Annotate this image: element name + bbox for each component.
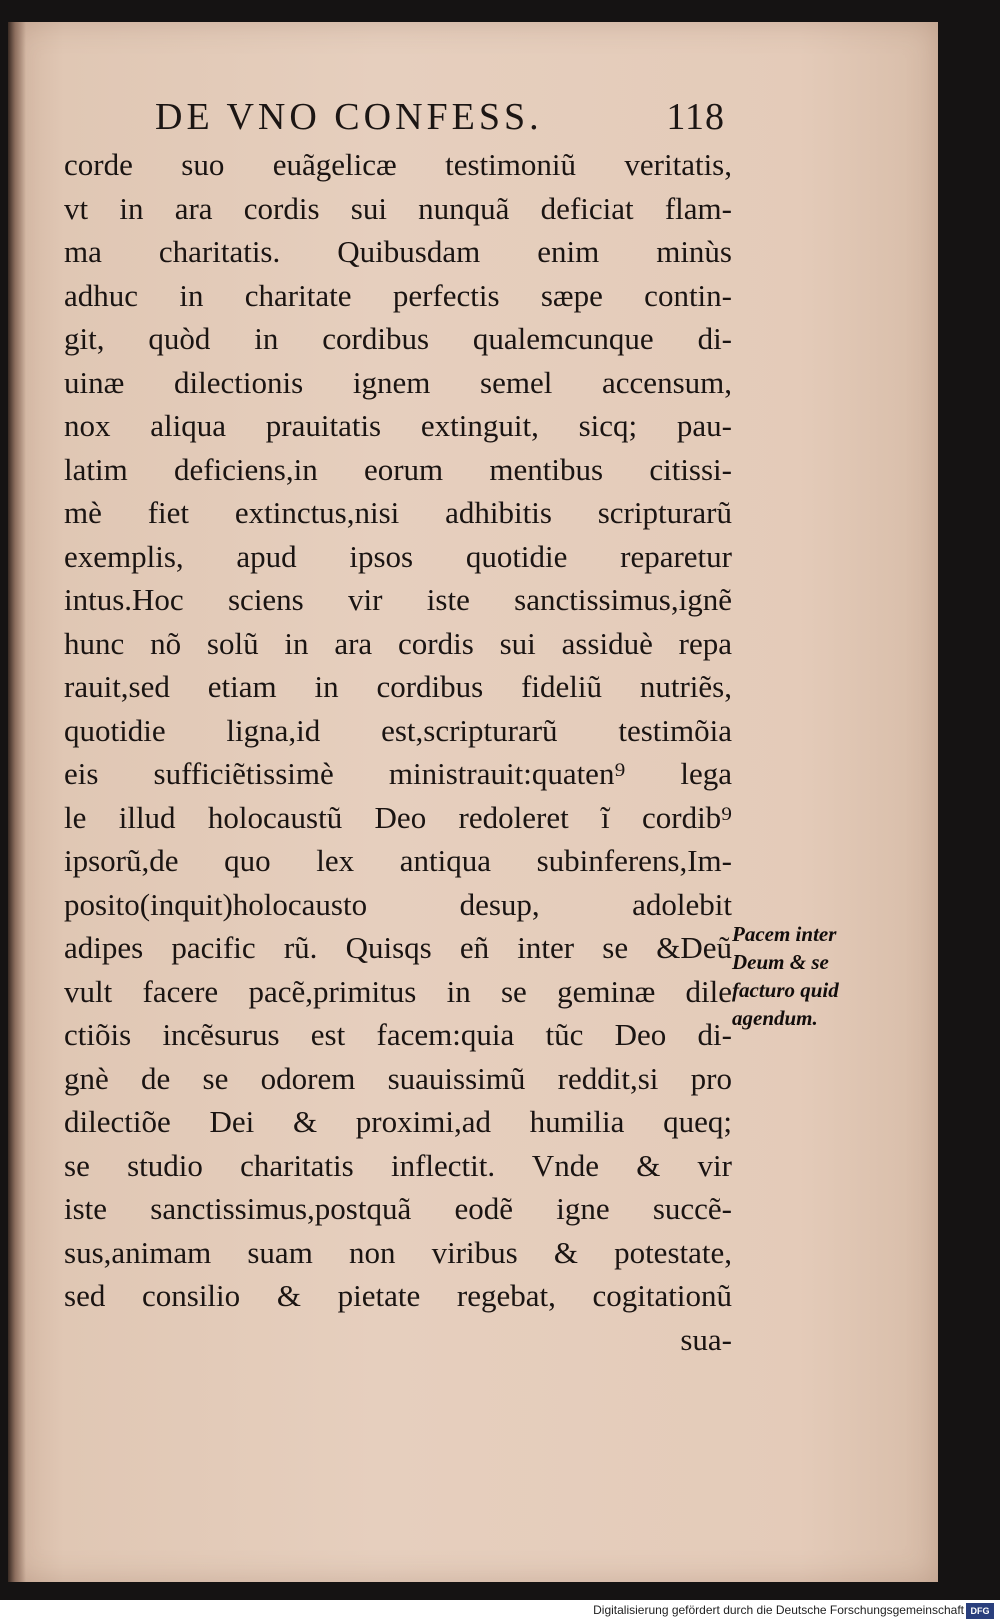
text-line: iste sanctissimus,postquã eodẽ igne succẽ- <box>64 1191 732 1226</box>
marginal-note-line: Deum & se <box>732 950 829 974</box>
text-line: sed consilio & pietate regebat, cogitationũ <box>64 1278 732 1313</box>
marginal-note <box>732 920 882 1032</box>
text-line: mè fiet extinctus,nisi adhibitis scripturarũ <box>64 495 732 530</box>
text-line: latim deficiens,in eorum mentibus citissi- <box>64 451 732 487</box>
text-line: quotidie ligna,id est,scripturarũ testimõia <box>64 712 732 748</box>
text-line: vt in ara cordis sui nunquã deficiat flam- <box>64 190 732 226</box>
text-line: adipes pacific rũ. Quisqs eñ inter se &Deũ <box>64 930 732 965</box>
body-text <box>64 143 732 1361</box>
text-line: nox aliqua prauitatis extinguit, sicq; pau- <box>64 408 732 443</box>
page-gutter <box>8 22 26 1582</box>
footer-bar <box>0 1600 1000 1623</box>
text-line: corde suo euãgelicæ testimoniũ veritatis, <box>64 147 732 182</box>
text-line: exemplis, apud ipsos quotidie reparetur <box>64 538 732 574</box>
text-line: gnè de se odorem suauissimũ reddit,si pro <box>64 1060 732 1096</box>
text-line: ctiõis incẽsurus est facem:quia tũc Deo di- <box>64 1017 732 1052</box>
running-title: DE VNO CONFESS. <box>155 96 543 138</box>
text-line: vult facere pacẽ,primitus in se geminæ dile <box>64 973 732 1009</box>
text-line: ma charitatis. Quibusdam enim minùs <box>64 234 732 269</box>
text-line: uinæ dilectionis ignem semel accensum, <box>64 364 732 400</box>
text-line: dilectiõe Dei & proximi,ad humilia queq; <box>64 1104 732 1139</box>
text-line: ipsorũ,de quo lex antiqua subinferens,Im- <box>64 843 732 878</box>
text-line: hunc nõ solũ in ara cordis sui assiduè repa <box>64 625 732 661</box>
marginal-note-line: Pacem inter <box>732 922 837 946</box>
catchword: sua- <box>680 1321 732 1357</box>
marginal-note-line: agendum. <box>732 1006 818 1030</box>
text-line: intus.Hoc sciens vir iste sanctissimus,ignẽ <box>64 582 732 617</box>
dfg-logo: DFG <box>966 1603 994 1619</box>
text-line: eis sufficiẽtissimè ministrauit:quaten⁹ lega <box>64 756 732 791</box>
text-line: rauit,sed etiam in cordibus fideliũ nutriẽs, <box>64 669 732 704</box>
text-line: se studio charitatis inflectit. Vnde & vir <box>64 1147 732 1183</box>
funding-credit: Digitalisierung gefördert durch die Deutsche Forschungsgemeinschaft <box>593 1603 964 1617</box>
text-line: posito(inquit)holocausto desup, adolebit <box>64 886 732 922</box>
text-line: le illud holocaustũ Deo redoleret ĩ cordib⁹ <box>64 799 732 835</box>
marginal-note-line: facturo quid <box>732 978 839 1002</box>
page-number: 118 <box>666 96 725 138</box>
text-line: sus,animam suam non viribus & potestate, <box>64 1234 732 1270</box>
text-line: git, quòd in cordibus qualemcunque di- <box>64 321 732 356</box>
page-header <box>155 95 725 143</box>
text-line: adhuc in charitate perfectis sæpe contin- <box>64 277 732 313</box>
